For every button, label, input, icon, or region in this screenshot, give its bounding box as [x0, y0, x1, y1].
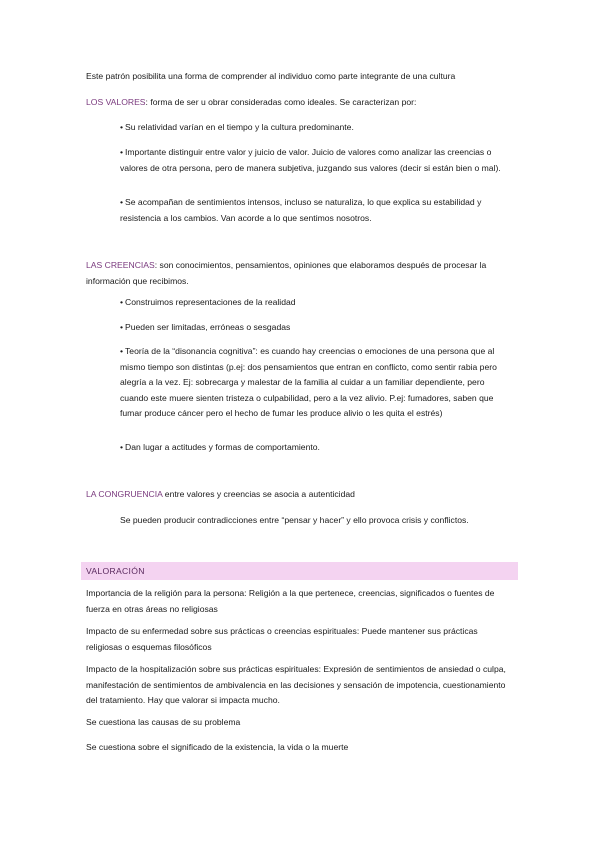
congruencia-paragraph: [86, 487, 514, 503]
valores-bullet-text: Su relatividad varían en el tiempo y la cultura predominante.: [125, 122, 354, 132]
intro-paragraph: Este patrón posibilita una forma de comprender al individuo como parte integrante de una cultura: [86, 71, 456, 81]
valores-definition: : forma de ser u obrar consideradas como ideales. Se caracterizan por:: [145, 97, 417, 107]
creencias-bullet-text: Teoría de la “disonancia cognitiva”: es cuando hay creencias o emociones de una persona que al mismo tiempo son distintas (p.ej: dos pensamientos que entran en conflicto, como sentir rabia pero alegría a la vez. Ej: sobrecarga y malestar de la familia al cuidar a un familiar dependiente, pero cuando este muere sienten tristeza o culpabilidad, pero a la vez alivio. P.ej: fumadores, saben que fumar produce cáncer pero el hecho de fumar les produce alivio o les quita el estrés): [120, 346, 497, 419]
congruencia-note: Se pueden producir contradicciones entre “pensar y hacer” y ello provoca crisis y conflictos.: [120, 515, 469, 525]
valoracion-item-3: Impacto de la hospitalización sobre sus prácticas espirituales: Expresión de sentimientos de ansiedad o culpa, manifestación de sentimientos de ambivalencia en las decisiones y sensación de impotencia, cuestionamiento del tratamiento. Hay que valorar si impacta mucho.: [86, 664, 506, 706]
valores-bullet-1: • Su relatividad varían en el tiempo y la cultura predominante.: [120, 122, 354, 132]
valores-bullet-text: Importante distinguir entre valor y juicio de valor. Juicio de valores como analizar las creencias o valores de otra persona, pero de manera subjetiva, juzgando sus valores (decir si están bien o mal).: [120, 147, 501, 173]
creencias-heading: LAS CREENCIAS: [86, 260, 155, 270]
creencias-bullet-1: • Construimos representaciones de la realidad: [120, 297, 296, 307]
valoracion-item-5: Se cuestiona sobre el significado de la existencia, la vida o la muerte: [86, 742, 349, 752]
valoracion-item-4: Se cuestiona las causas de su problema: [86, 717, 241, 727]
congruencia-heading: LA CONGRUENCIA: [86, 489, 163, 499]
creencias-definition: : son conocimientos, pensamientos, opiniones que elaboramos después de procesar la información que recibimos.: [86, 260, 487, 286]
valores-bullet-3: • Se acompañan de sentimientos intensos, incluso se naturaliza, lo que explica su estabilidad y resistencia a los cambios. Van acorde a lo que sentimos nosotros.: [120, 197, 482, 223]
valoracion-item-2: Impacto de su enfermedad sobre sus prácticas o creencias espirituales: Puede mantener sus prácticas religiosas o esquemas filosóficos: [86, 626, 478, 652]
creencias-bullet-text: Dan lugar a actitudes y formas de comportamiento.: [125, 442, 320, 452]
creencias-bullet-3: • Teoría de la “disonancia cognitiva”: es cuando hay creencias o emociones de una persona que al mismo tiempo son distintas (p.ej: dos pensamientos que entran en conflicto, como sentir rabia pero alegría a la vez. Ej: sobrecarga y malestar de la familia al cuidar a un familiar dependiente, pero cuando este muere sienten tristeza o culpabilidad, pero a la vez alivio. P.ej: fumadores, saben que fumar produce cáncer pero el hecho de fumar les produce alivio o les quita el estrés): [120, 346, 497, 419]
congruencia-definition: entre valores y creencias se asocia a autenticidad: [162, 489, 355, 499]
valores-bullet-2: • Importante distinguir entre valor y juicio de valor. Juicio de valores como analizar las creencias o valores de otra persona, pero de manera subjetiva, juzgando sus valores (decir si están bien o mal).: [120, 147, 501, 173]
valores-bullet-text: Se acompañan de sentimientos intensos, incluso se naturaliza, lo que explica su estabilidad y resistencia a los cambios. Van acorde a lo que sentimos nosotros.: [120, 197, 482, 223]
valoracion-heading: VALORACIÓN: [86, 566, 145, 576]
valoracion-item-1: Importancia de la religión para la persona: Religión a la que pertenece, creencias, significados o fuentes de fuerza en otras áreas no religiosas: [86, 588, 495, 614]
creencias-bullet-text: Pueden ser limitadas, erróneas o sesgadas: [125, 322, 291, 332]
valoracion-heading-bar: [81, 562, 518, 580]
valores-paragraph: [86, 95, 514, 111]
creencias-bullet-2: • Pueden ser limitadas, erróneas o sesgadas: [120, 322, 291, 332]
creencias-paragraph: [86, 258, 514, 289]
creencias-bullet-text: Construimos representaciones de la realidad: [125, 297, 296, 307]
valores-heading: LOS VALORES: [86, 97, 146, 107]
creencias-bullet-4: • Dan lugar a actitudes y formas de comportamiento.: [120, 442, 320, 452]
